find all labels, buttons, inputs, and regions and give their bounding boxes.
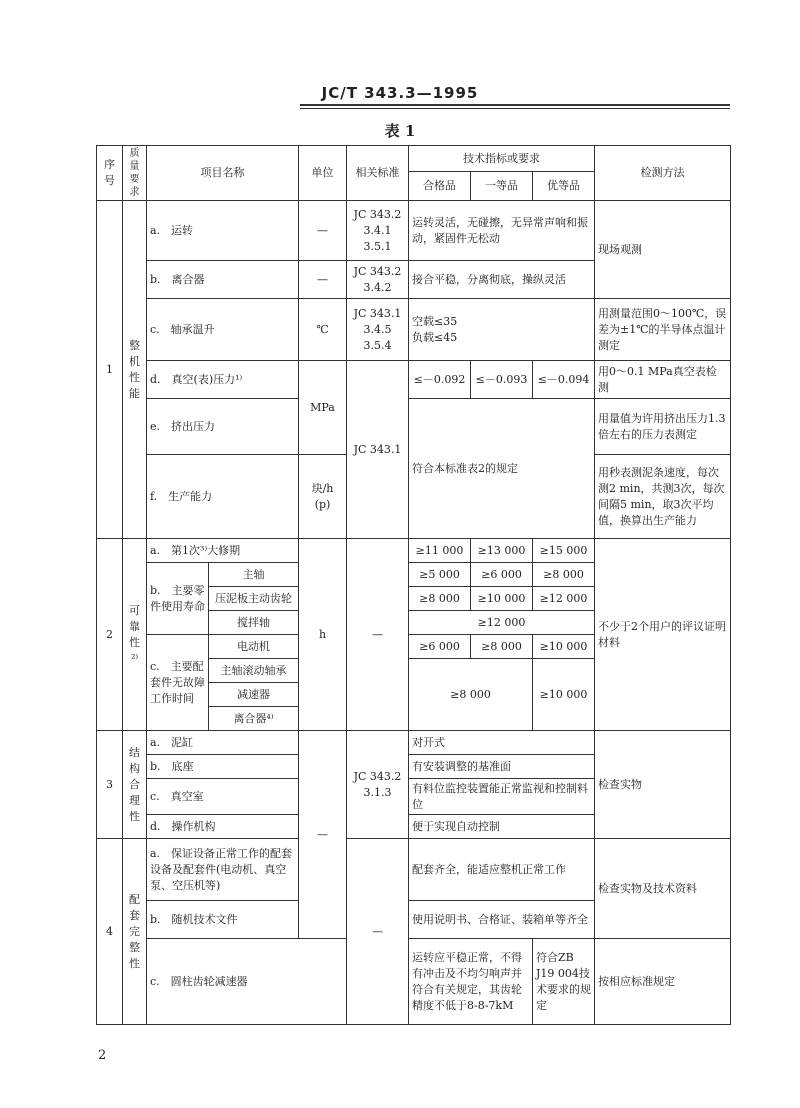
- g3-c-item: c. 真空室: [147, 779, 299, 815]
- g1-b-spec: 接合平稳，分离彻底，操纵灵活: [409, 261, 595, 299]
- g4-c-spec2: 符合ZB J19 004技术要求的规定: [533, 939, 595, 1025]
- group4-category: 配套完整性: [123, 839, 147, 1025]
- g2-c2-qf: ≥8 000: [409, 659, 533, 731]
- g1-c-spec: 空载≤35 负载≤45: [409, 299, 595, 361]
- header-rule-thin: [300, 108, 730, 109]
- g1-def-unit: MPa: [299, 361, 347, 455]
- g4-c-spec1: 运转应平稳正常，不得有冲击及不均匀响声并符合有关规定，其齿轮精度不低于8-8-7kM: [409, 939, 533, 1025]
- g3-a-item: a. 泥缸: [147, 731, 299, 755]
- col-grade-excellent: 优等品: [533, 172, 595, 201]
- quality-requirements-table: [96, 145, 731, 1025]
- g1-a-std: JC 343.2 3.4.1 3.5.1: [347, 201, 409, 261]
- g1-ab-method: 现场观测: [595, 201, 731, 299]
- g3-std: JC 343.2 3.1.3: [347, 731, 409, 839]
- g2-a-e: ≥15 000: [533, 539, 595, 563]
- g1-def-std: JC 343.1: [347, 361, 409, 539]
- g1-c-unit: ℃: [299, 299, 347, 361]
- g2-c1-f: ≥8 000: [471, 635, 533, 659]
- g2-b2: 压泥板主动齿轮: [209, 587, 299, 611]
- g1-c-item: c. 轴承温升: [147, 299, 299, 361]
- g3-a-spec: 对开式: [409, 731, 595, 755]
- col-grade-qualified: 合格品: [409, 172, 471, 201]
- g2-std: —: [347, 539, 409, 731]
- g1-f-method: 用秒表测泥条速度，每次测2 min，共测3次，每次间隔5 min，取3次平均值，换算出生产能力: [595, 455, 731, 539]
- g4-b-item: b. 随机技术文件: [147, 901, 299, 939]
- g3-method: 检查实物: [595, 731, 731, 839]
- col-no: 序号: [97, 146, 123, 201]
- g2-b1-f: ≥6 000: [471, 563, 533, 587]
- g2-c1: 电动机: [209, 635, 299, 659]
- g1-e-method: 用量值为许用挤出压力1.3倍左右的压力表测定: [595, 399, 731, 455]
- col-quality-req: 质量要求: [123, 146, 147, 201]
- standard-number: JC/T 343.3—1995: [321, 84, 479, 102]
- g2-c3: 减速器: [209, 683, 299, 707]
- g2-b3: 搅拌轴: [209, 611, 299, 635]
- g4-ab-method: 检查实物及技术资料: [595, 839, 731, 939]
- g2-b1-e: ≥8 000: [533, 563, 595, 587]
- g4-c-item: c. 圆柱齿轮减速器: [147, 939, 347, 1025]
- g3-b-spec: 有安装调整的基准面: [409, 755, 595, 779]
- g4-c-method: 按相应标准规定: [595, 939, 731, 1025]
- g2-b2-f: ≥10 000: [471, 587, 533, 611]
- group2-category: 可靠性²⁾: [123, 539, 147, 731]
- g1-b-unit: —: [299, 261, 347, 299]
- g2-c2: 主轴滚动轴承: [209, 659, 299, 683]
- group3-no: 3: [97, 731, 123, 839]
- g2-b1: 主轴: [209, 563, 299, 587]
- header-rule: [300, 104, 730, 106]
- col-tech-spec: 技术指标或要求: [409, 146, 595, 172]
- g2-b2-q: ≥8 000: [409, 587, 471, 611]
- group2-no: 2: [97, 539, 123, 731]
- g4-a-spec: 配套齐全，能适应整机正常工作: [409, 839, 595, 901]
- table-caption: 表 1: [384, 122, 416, 140]
- g4-std: —: [347, 839, 409, 1025]
- g2-a-f: ≥13 000: [471, 539, 533, 563]
- g2-unit: h: [299, 539, 347, 731]
- col-unit: 单位: [299, 146, 347, 201]
- col-grade-first: 一等品: [471, 172, 533, 201]
- g1-d-q: ≤－0.092: [409, 361, 471, 399]
- g1-f-unit: 块/h (p): [299, 455, 347, 539]
- g4-b-spec: 使用说明书、合格证、装箱单等齐全: [409, 901, 595, 939]
- col-standard: 相关标准: [347, 146, 409, 201]
- g3-b-item: b. 底座: [147, 755, 299, 779]
- g1-d-f: ≤－0.093: [471, 361, 533, 399]
- g2-c4: 离合器⁴⁾: [209, 707, 299, 731]
- g1-e-item: e. 挤出压力: [147, 399, 299, 455]
- g3-c-spec: 有料位监控装置能正常监视和控制料位: [409, 779, 595, 815]
- g1-c-method: 用测量范围0～100℃，误差为±1℃的半导体点温计测定: [595, 299, 731, 361]
- col-item-name: 项目名称: [147, 146, 299, 201]
- g2-c1-q: ≥6 000: [409, 635, 471, 659]
- g1-d-method: 用0～0.1 MPa真空表检测: [595, 361, 731, 399]
- g2-c-label: c. 主要配套件无故障工作时间: [147, 635, 209, 731]
- g2-b-label: b. 主要零件使用寿命: [147, 563, 209, 635]
- g1-c-std: JC 343.1 3.4.5 3.5.4: [347, 299, 409, 361]
- g2-b3-all: ≥12 000: [409, 611, 595, 635]
- g2-a-item: a. 第1次³⁾大修期: [147, 539, 299, 563]
- g1-a-unit: —: [299, 201, 347, 261]
- g4-a-item: a. 保证设备正常工作的配套设备及配套件(电动机、真空泵、空压机等): [147, 839, 299, 901]
- g2-method: 不少于2个用户的评议证明材料: [595, 539, 731, 731]
- g1-d-item: d. 真空(表)压力¹⁾: [147, 361, 299, 399]
- col-method: 检测方法: [595, 146, 731, 201]
- group1-no: 1: [97, 201, 123, 539]
- group1-category: 整机性能: [123, 201, 147, 539]
- g1-ef-spec: 符合本标准表2的规定: [409, 399, 595, 539]
- g2-c2-e: ≥10 000: [533, 659, 595, 731]
- g2-b1-q: ≥5 000: [409, 563, 471, 587]
- g1-d-e: ≤－0.094: [533, 361, 595, 399]
- group4-no: 4: [97, 839, 123, 1025]
- group3-category: 结构合理性: [123, 731, 147, 839]
- g3-d-item: d. 操作机构: [147, 815, 299, 839]
- g1-b-std: JC 343.2 3.4.2: [347, 261, 409, 299]
- g1-f-item: f. 生产能力: [147, 455, 299, 539]
- g2-b2-e: ≥12 000: [533, 587, 595, 611]
- g1-a-spec: 运转灵活，无碰擦，无异常声响和振动，紧固件无松动: [409, 201, 595, 261]
- g2-a-q: ≥11 000: [409, 539, 471, 563]
- g34-unit: —: [299, 731, 347, 939]
- g1-b-item: b. 离合器: [147, 261, 299, 299]
- g2-c1-e: ≥10 000: [533, 635, 595, 659]
- g1-a-item: a. 运转: [147, 201, 299, 261]
- page-number: 2: [98, 1048, 107, 1063]
- g3-d-spec: 便于实现自动控制: [409, 815, 595, 839]
